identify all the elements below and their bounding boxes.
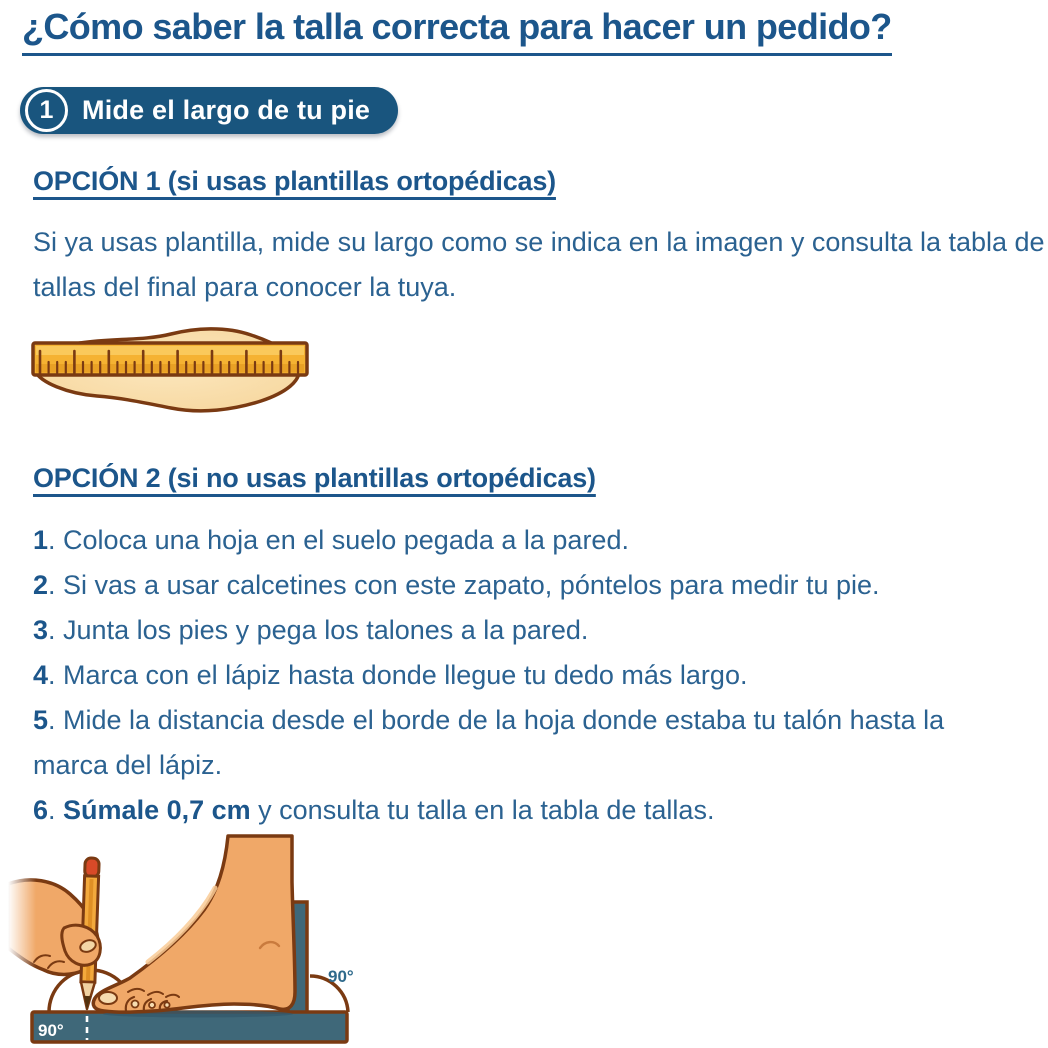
step-item-5: 5. Mide la distancia desde el borde de la hoja donde estaba tu talón hasta la marca del lápiz. [33, 705, 945, 780]
step-1-badge [20, 87, 398, 134]
foot-measurement-illustration [8, 832, 390, 1048]
option1-heading: OPCIÓN 1 (si usas plantillas ortopédicas) [33, 166, 556, 196]
step-1-title: Mide el largo de tu pie [82, 95, 371, 125]
option2-steps [33, 518, 1013, 833]
insole-ruler-illustration [26, 315, 311, 415]
step-item-1: 1. Coloca una hoja en el suelo pegada a la pared. [33, 525, 629, 555]
step-number: 1 [39, 96, 54, 124]
step-item-3: 3. Junta los pies y pega los talones a la pared. [33, 615, 589, 645]
step-item-2: 2. Si vas a usar calcetines con este zapato, póntelos para medir tu pie. [33, 570, 880, 600]
ruler [33, 343, 307, 375]
option1-description: Si ya usas plantilla, mide su largo como se indica en la imagen y consulta la tabla de tallas del final para conocer la tuya. [33, 227, 1045, 302]
foot [93, 836, 295, 1012]
step-item-6: 6. Súmale 0,7 cm y consulta tu talla en la tabla de tallas. [33, 795, 715, 825]
step-number-circle [25, 89, 68, 132]
step-item-4: 4. Marca con el lápiz hasta donde llegue tu dedo más largo. [33, 660, 748, 690]
angle-label-left: 90° [38, 1021, 64, 1040]
toenail-3 [149, 1002, 155, 1008]
toenail-4 [164, 1002, 169, 1007]
angle-label-right: 90° [328, 967, 354, 986]
option2-heading: OPCIÓN 2 (si no usas plantillas ortopédicas) [33, 463, 596, 493]
page-title [22, 6, 892, 56]
wrist-fade [8, 862, 36, 984]
page-title-text: ¿Cómo saber la talla correcta para hacer un pedido? [22, 6, 892, 47]
toenail-2 [132, 1001, 139, 1008]
big-toenail [99, 992, 117, 1004]
pencil-eraser [85, 858, 100, 877]
